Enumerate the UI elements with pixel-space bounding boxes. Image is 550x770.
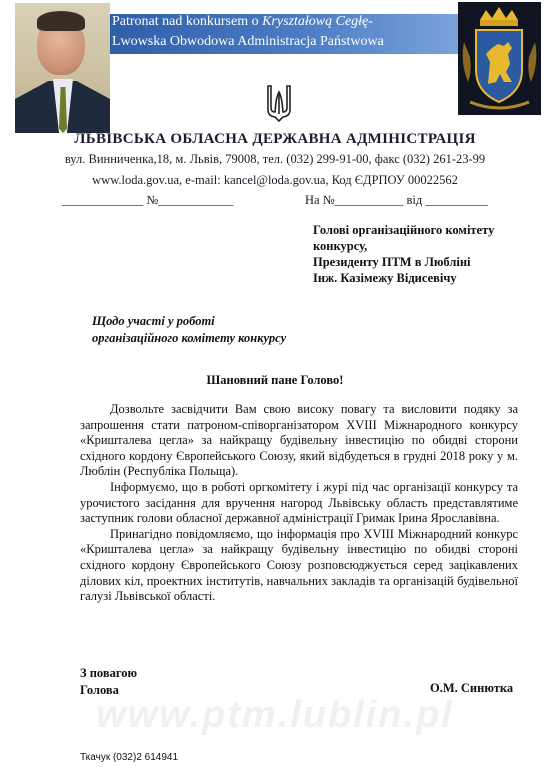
closing-position: Голова — [80, 683, 119, 697]
website-watermark: www.ptm.lublin.pl — [96, 694, 454, 736]
organization-contacts: www.loda.gov.ua, e-mail: kancel@loda.gov.ua, Код ЄДРПОУ 00022562 — [92, 173, 458, 187]
official-portrait — [15, 3, 110, 133]
organization-address: вул. Винниченка,18, м. Львів, 79008, тел. (032) 299-91-00, факс (032) 261-23-99 — [64, 152, 486, 166]
executor-footer: Ткачук (032)2 614941 — [80, 752, 179, 763]
recipient-block — [313, 222, 528, 286]
signer-name: О.М. Синютка — [430, 681, 514, 695]
organization-title: ЛЬВІВСЬКА ОБЛАСНА ДЕРЖАВНА АДМІНІСТРАЦІЯ — [74, 131, 476, 147]
recipient-line: Голові організаційного комітету конкурсу, — [313, 223, 495, 253]
body-paragraph: Інформуємо, що в роботі оргкомітету і журі під час організації конкурсу та урочистого засідання для вручення нагород Львівську область представлятиме заступник голови обласної державної адміністрації Гримак Ірина Ярославівна. — [80, 479, 518, 526]
salutation: Шановний пане Голово! — [206, 373, 344, 387]
recipient-line: Інж. Казімежу Відисевічу — [313, 271, 457, 285]
subject-block — [92, 313, 286, 347]
recipient-line: Президенту ПТМ в Любліні — [313, 255, 471, 269]
reference-number: На №___________ від __________ — [305, 193, 488, 207]
closing-block — [80, 665, 137, 699]
banner-line-2: Lwowska Obwodowa Administracja Państwowa — [112, 34, 384, 49]
closing-regards: З повагою — [80, 666, 138, 680]
letter-body — [80, 402, 518, 605]
body-paragraph: Принагідно повідомляємо, що інформація про XVIII Міжнародний конкурс «Кришталева цегла» за найкращу будівельну інвестицію по обидві стороні східного кордону Європейського Союзу розповсюджується серед зацікавлених ділових кіл, проектних інститутів, навчальних закладів та організацій будівельної галузі Львівської області. — [80, 526, 518, 604]
banner-line-1: Patronat nad konkursem o Kryształową Cegłę- — [112, 14, 373, 29]
body-paragraph: Дозвольте засвідчити Вам свою високу повагу та висловити подяку за запрошення стати патроном-співорганізатором XVIII Міжнародного конкурсу «Кришталева цегла» за найкращу будівельну інвестицію по обидві сторони східного кордону Європейського Союзу, який відбудеться в грудні 2018 року у м. Люблін (Республіка Польща). — [80, 402, 518, 479]
subject-line: організаційного комітету конкурсу — [92, 331, 287, 345]
lviv-coat-of-arms — [458, 2, 541, 115]
registration-number: _____________ №____________ — [62, 193, 234, 207]
trident-emblem-icon — [265, 84, 293, 122]
subject-line: Щодо участі у роботі — [92, 314, 215, 328]
